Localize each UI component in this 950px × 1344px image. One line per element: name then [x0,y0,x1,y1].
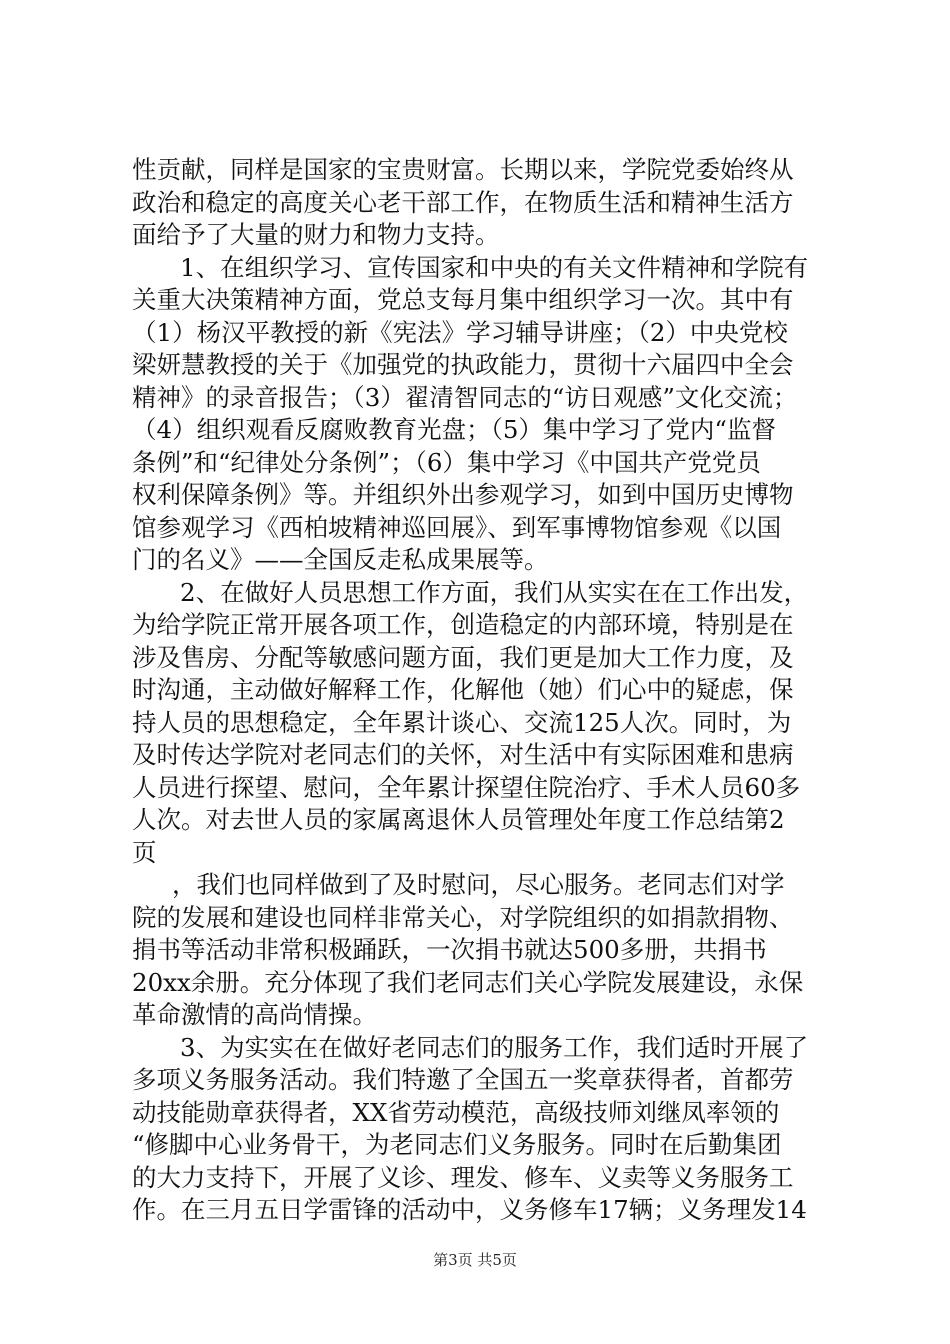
paragraph-start-line: 2、在做好人员思想工作方面，我们从实实在在工作出发， [180,577,809,607]
text-line: 权利保障条例》等。并组织外出参观学习，如到中国历史博物 [132,480,794,509]
paragraph-start-line: ，我们也同样做到了及时慰问，尽心服务。老同志们对学 [172,870,785,899]
text-line: 及时传达学院对老同志们的关怀，对生活中有实际困难和患病 [132,740,794,769]
text-line: （4）组织观看反腐败教育光盘；（5）集中学习了党内“监督 [132,415,776,444]
page-number-footer: 第3页 共5页 [433,1251,517,1269]
text-line: 人次。对去世人员的家属离退休人员管理处年度工作总结第2 [132,805,785,834]
text-line: 多项义务服务活动。我们特邀了全国五一奖章获得者，首都劳 [132,1065,794,1094]
text-line: 20xx余册。充分体现了我们老同志们关心学院发展建设，永保 [132,967,804,997]
text-line: 人员进行探望、慰问，全年累计探望住院治疗、手术人员60多 [132,772,801,802]
text-line: 馆参观学习《西柏坡精神巡回展》、到军事博物馆参观《以国 [132,512,782,542]
body-text [132,154,842,1227]
text-line: “修脚中心业务骨干，为老同志们义务服务。同时在后勤集团 [132,1130,782,1159]
text-line: （1）杨汉平教授的新《宪法》学习辅导讲座；（2）中央党校 [132,317,788,347]
text-line: 持人员的思想稳定，全年累计谈心、交流125人次。同时，为 [132,707,792,737]
paragraph-start-line: 3、为实实在在做好老同志们的服务工作，我们适时开展了 [180,1032,809,1062]
text-line: 精神》的录音报告；（3）翟清智同志的“访日观感”文化交流； [132,382,798,412]
text-line: 为给学院正常开展各项工作，创造稳定的内部环境，特别是在 [132,610,794,639]
text-line: 动技能勋章获得者，XX省劳动模范，高级技师刘继凤率领的 [132,1097,780,1127]
text-line: 革命激情的高尚情操。 [132,1000,377,1029]
text-line: 捐书等活动非常积极踊跃，一次捐书就达500多册，共捐书 [132,935,767,964]
text-line: 性贡献，同样是国家的宝贵财富。长期以来，学院党委始终从 [132,155,794,184]
text-line: 页 [132,837,157,867]
text-line: 面给予了大量的财力和物力支持。 [132,220,500,249]
text-line: 的大力支持下，开展了义诊、理发、修车、义卖等义务服务工 [132,1162,794,1192]
text-line: 涉及售房、分配等敏感问题方面，我们更是加大工作力度，及 [132,642,794,672]
text-line: 条例”和“纪律处分条例”；（6）集中学习《中国共产党党员 [132,447,761,477]
text-line: 门的名义》——全国反走私成果展等。 [132,545,549,574]
text-line: 院的发展和建设也同样非常关心，对学院组织的如捐款捐物、 [132,902,794,932]
text-line: 关重大决策精神方面，党总支每月集中组织学习一次。其中有 [132,285,794,314]
text-line: 作。在三月五日学雷锋的活动中，义务修车17辆；义务理发14 [132,1195,807,1224]
text-line: 政治和稳定的高度关心老干部工作，在物质生活和精神生活方 [132,187,794,217]
text-line: 梁妍慧教授的关于《加强党的执政能力，贯彻十六届四中全会 [132,350,794,379]
text-line: 时沟通，主动做好解释工作，化解他（她）们心中的疑虑，保 [132,675,794,704]
paragraph-start-line: 1、在组织学习、宣传国家和中央的有关文件精神和学院有 [180,252,809,282]
